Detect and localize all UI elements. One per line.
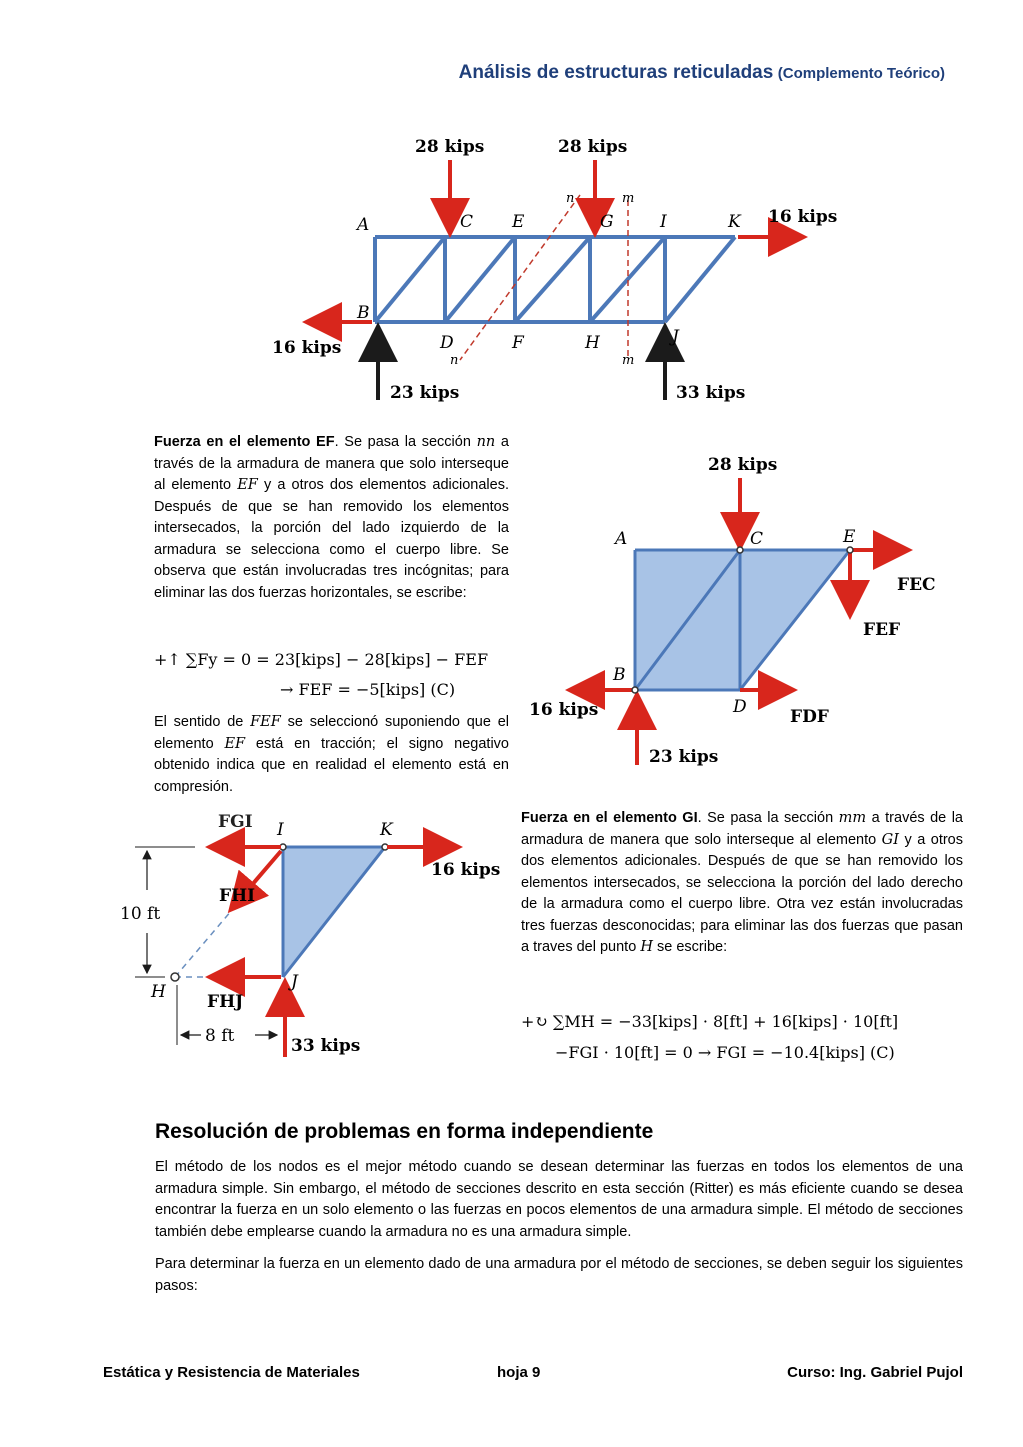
- footer-course-name: Estática y Resistencia de Materiales: [103, 1364, 360, 1381]
- force-label-fef: FEF: [863, 620, 901, 640]
- node-label-c: C: [750, 529, 764, 549]
- footer-author: Curso: Ing. Gabriel Pujol: [787, 1364, 963, 1381]
- header-title: Análisis de estructuras reticuladas: [458, 62, 774, 83]
- section-ef-heading: Fuerza en el elemento EF: [154, 434, 335, 450]
- node-label-e: E: [512, 212, 525, 232]
- reaction-label-j: 33 kips: [291, 1036, 361, 1056]
- load-label-c: 28 kips: [708, 455, 778, 475]
- independent-paragraph-1: El método de los nodos es el mejor método cuando se desean determinar las fuerzas en todos los elementos de una armadura simple. Sin embargo, el método de secciones descrito en esta sección (Ritter) es más eficiente cuando se desea encontrar la fuerza en un solo elemento o las fuerzas en pocos elementos de una armadura simple. El método de secciones también debe emplearse cuando la armadura no es una armadura simple.: [155, 1159, 963, 1240]
- node-label-d: D: [440, 333, 454, 353]
- reaction-label-b: 23 kips: [649, 747, 719, 767]
- node-label-j: J: [672, 327, 679, 347]
- section-gi-paragraph: Fuerza en el elemento GI. Se pasa la sección mm a través de la armadura de manera que solo interseque al elemento GI y a otros dos elementos adicionales. Después de que se han removido los elementos intersecados, se selecciona la porción del lado derecho de la armadura como el cuerpo libre. Otra vez están involucradas tres fuerzas desconocidas; para eliminar las dos fuerzas que pasan a traves del punto H se escribe:: [521, 810, 963, 955]
- section-label-n-bottom: n: [450, 353, 459, 368]
- reaction-label-b: 23 kips: [390, 383, 460, 403]
- force-label-fhi: FHI: [219, 886, 256, 906]
- load-label-b: 16 kips: [529, 700, 599, 720]
- free-body-fill: [635, 550, 850, 690]
- force-label-fgi: FGI: [218, 812, 253, 832]
- independent-paragraph-2: Para determinar la fuerza en un elemento dado de una armadura por el método de secciones, se deben seguir los siguientes pasos:: [155, 1256, 963, 1294]
- truss-members: [375, 237, 735, 322]
- section-label-m-bottom: m: [622, 353, 635, 368]
- free-body-right-figure: [115, 805, 510, 1065]
- force-label-fdf: FDF: [790, 707, 829, 727]
- node-label-e: E: [843, 527, 856, 547]
- load-label-k: 16 kips: [431, 860, 501, 880]
- node-label-i: I: [277, 820, 284, 840]
- equation-gi-line2: −FGI · 10[ft] = 0 → FGI = −10.4[kips] (C): [555, 1043, 895, 1062]
- node-label-b: B: [613, 665, 626, 685]
- node-label-h: H: [585, 333, 600, 353]
- node-label-a: A: [615, 529, 628, 549]
- load-label-b: 16 kips: [272, 338, 342, 358]
- section-label-n-top: n: [566, 191, 575, 206]
- node-label-h: H: [151, 982, 166, 1002]
- node-label-a: A: [357, 215, 370, 235]
- dim-height-label: 10 ft: [120, 904, 161, 924]
- page-header: [360, 62, 945, 84]
- node-label-d: D: [733, 697, 747, 717]
- node-label-g: G: [600, 212, 614, 232]
- node-label-b: B: [357, 303, 370, 323]
- header-subtitle: (Complemento Teórico): [777, 65, 945, 82]
- truss-figure-full: [260, 120, 860, 410]
- node-label-k: K: [728, 212, 741, 232]
- section-label-m-top: m: [622, 191, 635, 206]
- equation-gi-line1: +↻ ∑MH = −33[kips] · 8[ft] + 16[kips] · 10[ft]: [521, 1012, 899, 1031]
- footer-page-number: hoja 9: [497, 1364, 541, 1381]
- equation-ef-line1: +↑ ∑Fy = 0 = 23[kips] − 28[kips] − FEF: [154, 650, 489, 669]
- load-label-c: 28 kips: [415, 137, 485, 157]
- node-label-f: F: [512, 333, 524, 353]
- section-ef-paragraph: Fuerza en el elemento EF. Se pasa la sección nn a través de la armadura de manera que solo interseque al elemento EF y a otros dos elementos adicionales. Después de que se han removido los elementos intersecados, la porción del lado izquierdo de la armadura se selecciona como el cuerpo libre. Se observa que están involucradas tres incógnitas; para eliminar las dos fuerzas horizontales, se escribe:: [154, 434, 509, 601]
- force-label-fec: FEC: [897, 575, 936, 595]
- force-label-fhj: FHJ: [207, 992, 244, 1012]
- load-label-g: 28 kips: [558, 137, 628, 157]
- section-title-independent: Resolución de problemas en forma independiente: [155, 1120, 654, 1143]
- free-body-left-figure: [525, 440, 945, 770]
- node-label-i: I: [660, 212, 667, 232]
- equation-ef-line2: → FEF = −5[kips] (C): [280, 680, 456, 699]
- point-h: [171, 973, 179, 981]
- reaction-label-j: 33 kips: [676, 383, 746, 403]
- dim-width-label: 8 ft: [205, 1026, 235, 1046]
- load-label-k: 16 kips: [768, 207, 838, 227]
- node-label-c: C: [460, 212, 474, 232]
- node-label-j: J: [291, 972, 298, 992]
- node-label-k: K: [380, 820, 393, 840]
- section-gi-heading: Fuerza en el elemento GI: [521, 810, 698, 826]
- section-ef-note: El sentido de FEF se seleccionó suponiendo que el elemento EF está en tracción; el signo negativo obtenido indica que en realidad el elemento está en compresión.: [154, 714, 509, 795]
